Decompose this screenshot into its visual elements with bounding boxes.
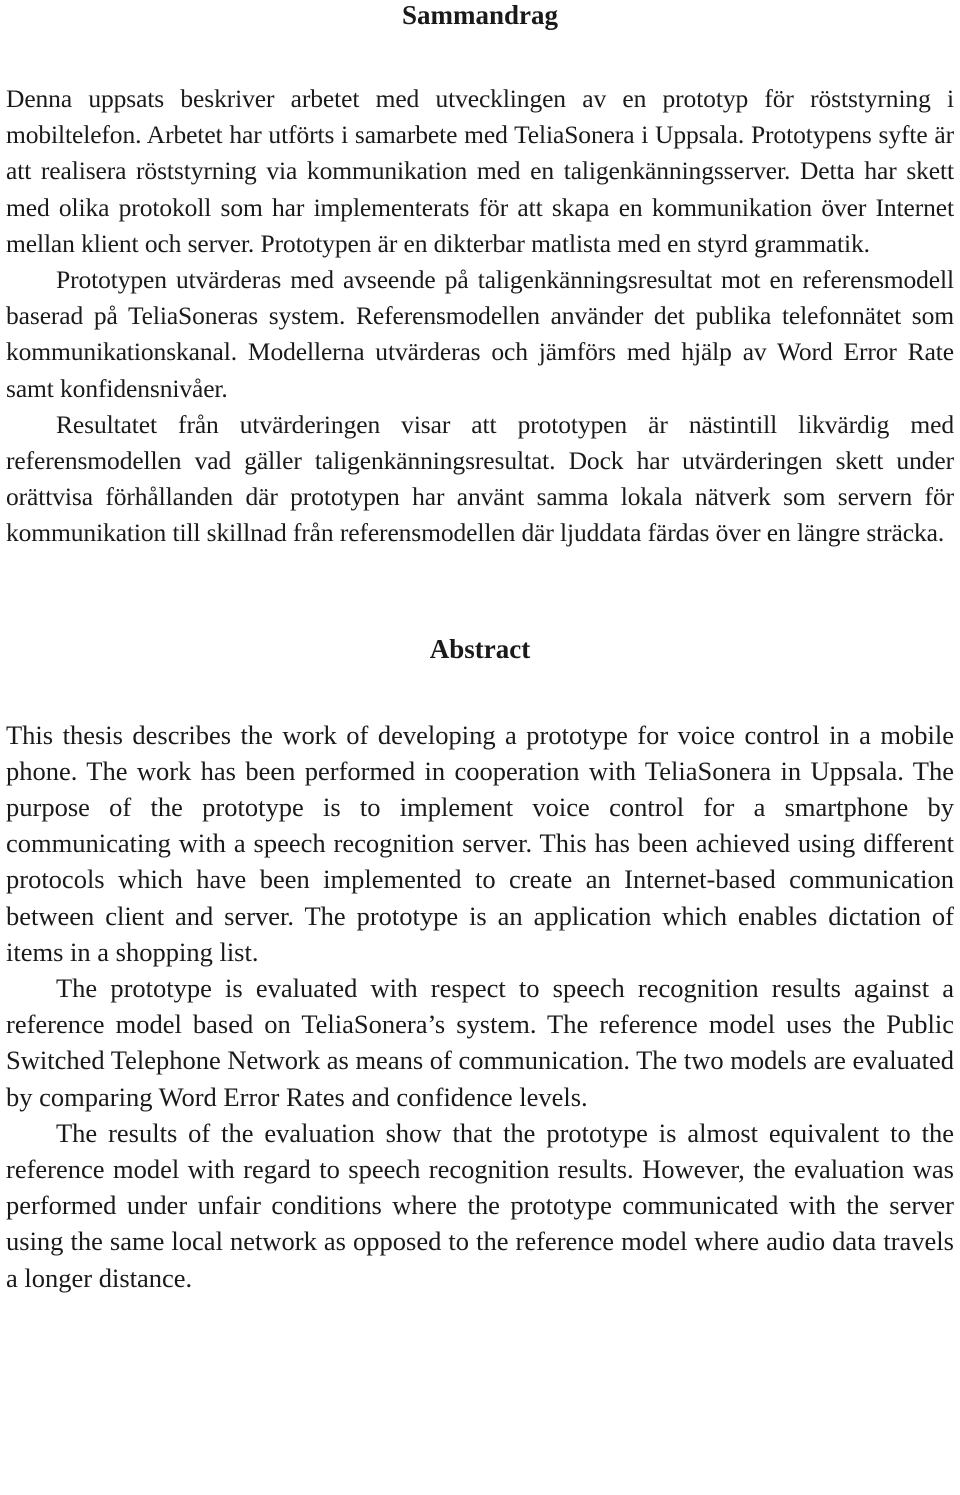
swedish-abstract-section xyxy=(6,0,954,552)
english-abstract-body xyxy=(6,717,954,1296)
english-abstract-heading: Abstract xyxy=(429,633,531,664)
english-paragraph-1: This thesis describes the work of developing a prototype for voice control in a mobile phone. The work has been performed in cooperation with TeliaSonera in Uppsala. The purpose of the prototype is to implement voice control for a smartphone by communicating with a speech recognition server. This has been achieved using different protocols which have been implemented to create an Internet-based communication between client and server. The prototype is an application which enables dictation of items in a shopping list. xyxy=(6,719,954,967)
swedish-paragraph-1: Denna uppsats beskriver arbetet med utvecklingen av en prototyp för röststyrning i mobiltelefon. Arbetet har utförts i samarbete med TeliaSonera i Uppsala. Prototypens syfte är att realisera röststyrning via kommunikation med en taligenkänningsserver. Detta har skett med olika protokoll som har implementerats för att skapa en kommunikation över Internet mellan klient och server. Prototypen är en dikterbar matlista med en styrd grammatik. xyxy=(6,84,954,258)
english-paragraph-3: The results of the evaluation show that the prototype is almost equivalent to the reference model with regard to speech recognition results. However, the evaluation was performed under unfair conditions where the prototype communicated with the server using the same local network as opposed to the reference model where audio data travels a longer distance. xyxy=(6,1117,954,1293)
swedish-paragraph-3: Resultatet från utvärderingen visar att prototypen är nästintill likvärdig med referensmodellen vad gäller taligenkänningsresultat. Dock har utvärderingen skett under orättvisa förhållanden där prototypen har använt samma lokala nätverk som servern för kommunikation till skillnad från referensmodellen där ljuddata färdas över en längre sträcka. xyxy=(6,409,954,548)
english-abstract-section xyxy=(6,631,954,1296)
swedish-abstract-heading: Sammandrag xyxy=(401,0,558,30)
swedish-paragraph-2: Prototypen utvärderas med avseende på taligenkänningsresultat mot en referensmodell baserad på TeliaSoneras system. Referensmodellen använder det publika telefonnätet som kommunikationskanal. Modellerna utvärderas och jämförs med hjälp av Word Error Rate samt konfidensnivåer. xyxy=(6,265,954,403)
english-paragraph-2: The prototype is evaluated with respect to speech recognition results against a reference model based on TeliaSonera’s system. The reference model uses the Public Switched Telephone Network as means of communication. The two models are evaluated by comparing Word Error Rates and confidence levels. xyxy=(6,973,954,1112)
swedish-abstract-body xyxy=(6,81,954,552)
document-page xyxy=(6,0,954,1296)
